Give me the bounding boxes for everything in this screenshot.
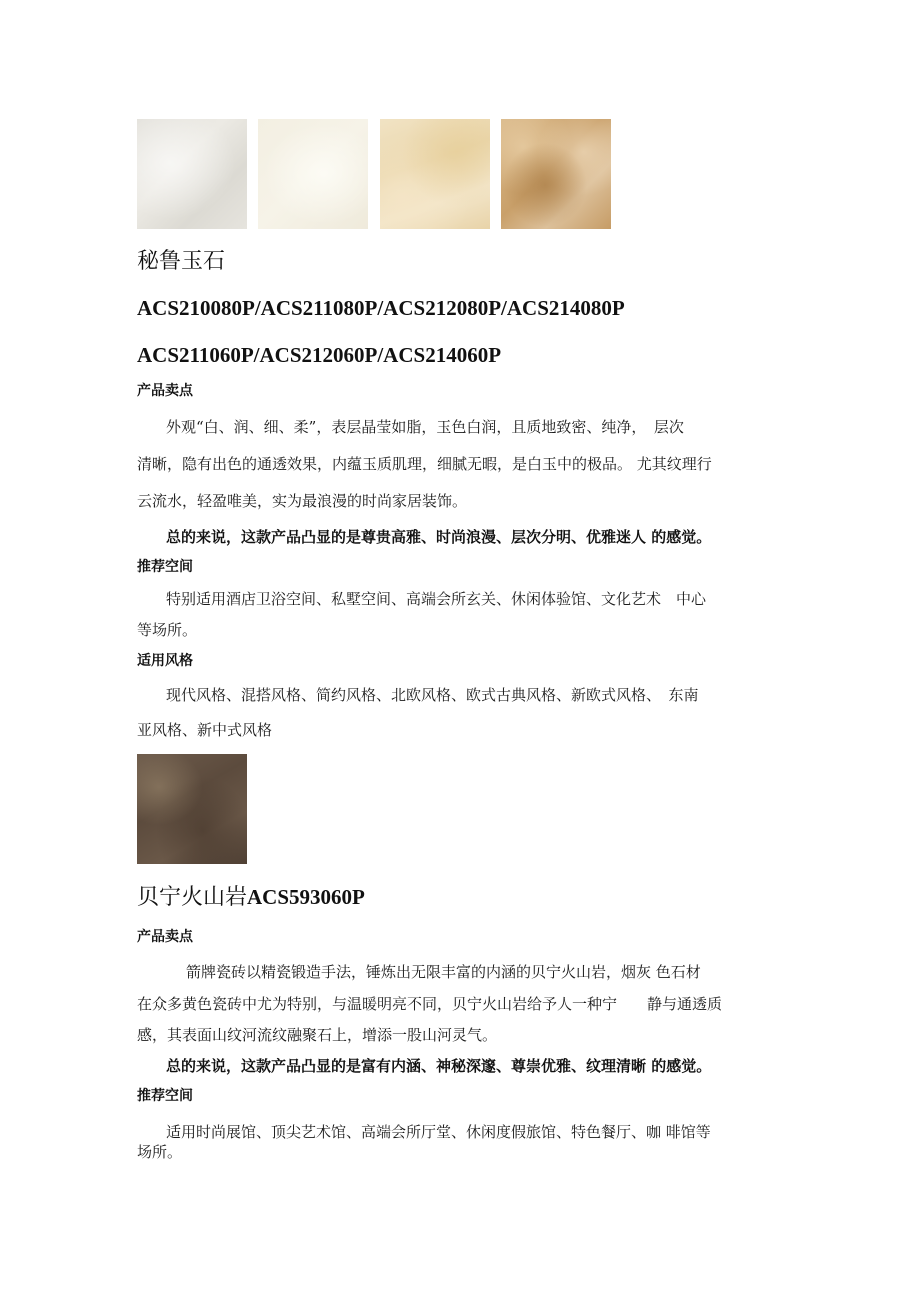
white-jade-swatch — [137, 119, 247, 229]
selling-points-line: 感，其表面山纹河流纹融聚石上，增添一股山河灵气。 — [137, 1026, 498, 1044]
applicable-style-line: 亚风格、新中式风格 — [137, 721, 273, 739]
product-title — [137, 880, 365, 911]
recommended-space-line: 适用时尚展馆、顶尖艺术馆、高端会所厅堂、休闲度假旅馆、特色餐厅、咖 啡馆等 — [166, 1123, 711, 1141]
product-summary: 总的来说，这款产品凸显的是富有内涵、神秘深邃、尊崇优雅、纹理清晰 的感觉。 — [166, 1057, 712, 1075]
product-title-code: ACS593060P — [247, 885, 365, 909]
applicable-style-line: 现代风格、混搭风格、简约风格、北欧风格、欧式古典风格、新欧式风格、 东南 — [166, 686, 699, 704]
product-title: 秘鲁玉石 — [137, 249, 226, 274]
recommended-space-line: 等场所。 — [137, 621, 198, 639]
selling-points-heading: 产品卖点 — [137, 929, 193, 945]
ivory-jade-swatch — [258, 119, 368, 229]
amber-jade-swatch — [501, 119, 611, 229]
selling-points-line: 外观“白、润、细、柔”，表层晶莹如脂，玉色白润，且质地致密、纯净， 层次 — [166, 418, 684, 436]
product-title-cn: 贝宁火山岩 — [137, 885, 248, 910]
selling-points-line: 箭牌瓷砖以精瓷锻造手法，锤炼出无限丰富的内涵的贝宁火山岩，烟灰 色石材 — [186, 963, 701, 981]
selling-points-line: 云流水，轻盈唯美，实为最浪漫的时尚家居装饰。 — [137, 492, 468, 510]
product-summary: 总的来说，这款产品凸显的是尊贵高雅、时尚浪漫、层次分明、优雅迷人 的感觉。 — [166, 528, 712, 546]
selling-points-line: 在众多黄色瓷砖中尤为特别，与温暖明亮不同，贝宁火山岩给予人一种宁 静与通透质 — [137, 995, 723, 1013]
applicable-style-heading: 适用风格 — [137, 653, 193, 669]
recommended-space-line: 场所。 — [137, 1143, 183, 1161]
product-codes-line-1: ACS210080P/ACS211080P/ACS212080P/ACS214080P — [137, 296, 625, 320]
product-codes-line-2: ACS211060P/ACS212060P/ACS214060P — [137, 343, 502, 367]
recommended-space-heading: 推荐空间 — [137, 1088, 193, 1104]
volcanic-rock-swatch — [137, 754, 247, 864]
recommended-space-line: 特别适用酒店卫浴空间、私墅空间、高端会所玄关、休闲体验馆、文化艺术 中心 — [166, 590, 707, 608]
selling-points-heading: 产品卖点 — [137, 383, 193, 399]
selling-points-line: 清晰，隐有出色的通透效果，内蕴玉质肌理，细腻无暇，是白玉中的极品。 尤其纹理行 — [137, 455, 712, 473]
cream-jade-swatch — [380, 119, 490, 229]
recommended-space-heading: 推荐空间 — [137, 559, 193, 575]
